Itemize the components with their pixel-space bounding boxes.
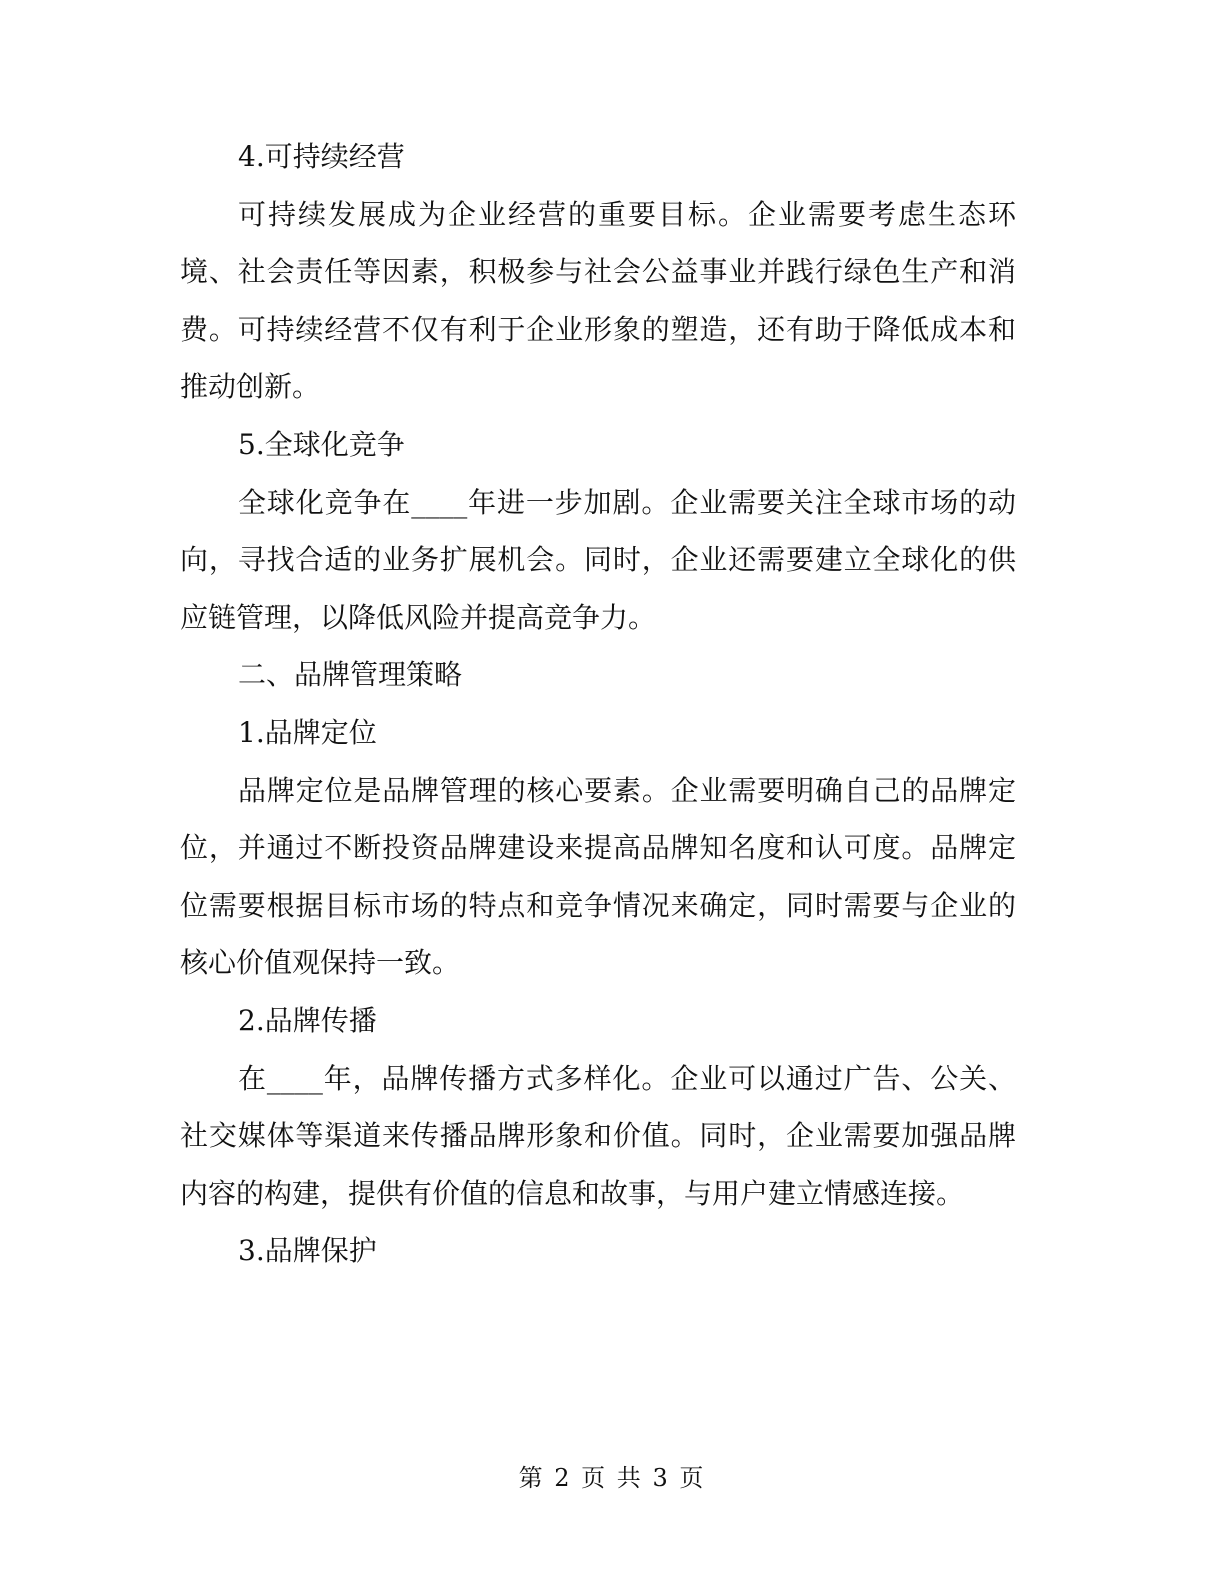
section-heading-brand-protection: 3.品牌保护 xyxy=(238,1234,377,1268)
paragraph-brand-communication: 在____年，品牌传播方式多样化。企业可以通过广告、公关、社交媒体等渠道来传播品牌形象和价值。同时，企业需要加强品牌内容的构建，提供有价值的信息和故事，与用户建立情感连接。 xyxy=(180,1061,1016,1210)
section-heading-sustainable-operation: 4.可持续经营 xyxy=(238,140,405,173)
section-heading-global-competition: 5.全球化竞争 xyxy=(238,427,405,461)
chapter-heading-brand-management: 二、品牌管理策略 xyxy=(238,658,463,692)
section-heading-brand-communication: 2.品牌传播 xyxy=(238,1003,377,1037)
paragraph-brand-positioning: 品牌定位是品牌管理的核心要素。企业需要明确自己的品牌定位，并通过不断投资品牌建设来提高品牌知名度和认可度。品牌定位需要根据目标市场的特点和竞争情况来确定，同时需要与企业的核心价值观保持一致。 xyxy=(180,773,1016,980)
page-number-footer: 第 2 页 共 3 页 xyxy=(518,1464,706,1492)
document-body xyxy=(180,128,1016,1280)
section-heading-brand-positioning: 1.品牌定位 xyxy=(238,715,377,749)
paragraph-sustainable-operation: 可持续发展成为企业经营的重要目标。企业需要考虑生态环境、社会责任等因素，积极参与社会公益事业并践行绿色生产和消费。可持续经营不仅有利于企业形象的塑造，还有助于降低成本和推动创新。 xyxy=(180,197,1016,404)
paragraph-global-competition: 全球化竞争在____年进一步加剧。企业需要关注全球市场的动向，寻找合适的业务扩展机会。同时，企业还需要建立全球化的供应链管理，以降低风险并提高竞争力。 xyxy=(180,485,1016,634)
